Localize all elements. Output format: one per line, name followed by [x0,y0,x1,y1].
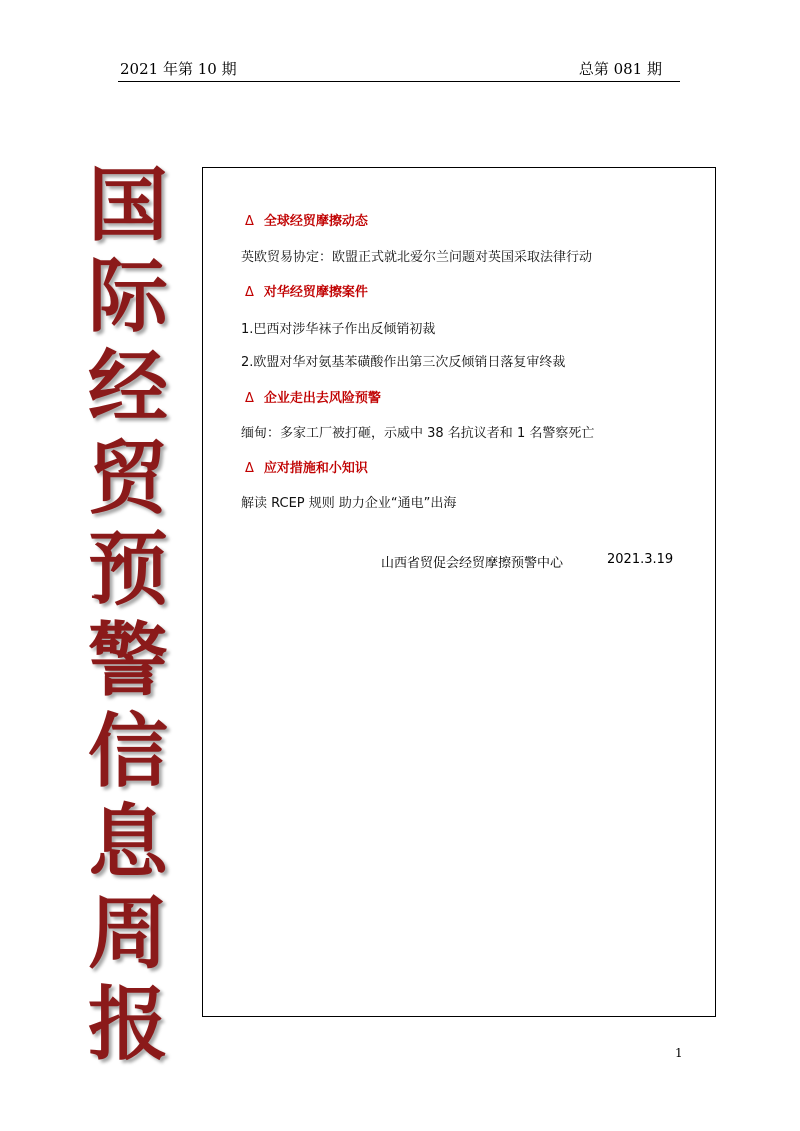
issue-label: 2021 年第 10 期 [120,60,237,78]
triangle-icon: Δ [245,461,254,476]
title-char: 报 [88,978,168,1071]
title-char: 预 [88,523,168,616]
title-char: 息 [88,796,168,889]
title-char: 国 [88,159,168,252]
vertical-title [78,160,178,1070]
section-item[interactable]: 缅甸：多家工厂被打砸，示威中 38 名抗议者和 1 名警察死亡 [241,426,595,441]
title-char: 贸 [88,432,168,525]
section-title-china-cases [245,281,368,300]
section-title-text: 全球经贸摩擦动态 [263,214,368,229]
title-char: 经 [88,341,168,434]
page-number: 1 [675,1046,683,1060]
section-title-countermeasures [245,457,368,476]
section-title-global [245,210,368,229]
triangle-icon: Δ [245,214,254,229]
section-item[interactable]: 1.巴西对涉华袜子作出反倾销初裁 [241,322,436,337]
title-char: 际 [88,250,168,343]
triangle-icon: Δ [245,285,254,300]
triangle-icon: Δ [245,391,254,406]
footer-organization: 山西省贸促会经贸摩擦预警中心 [381,556,564,571]
contents-box [202,167,716,1017]
title-char: 周 [88,887,168,980]
title-char: 警 [88,614,168,707]
footer-date: 2021.3.19 [607,552,674,567]
section-title-text: 对华经贸摩擦案件 [263,285,368,300]
title-char: 信 [88,705,168,798]
section-item[interactable]: 2.欧盟对华对氨基苯磺酸作出第三次反倾销日落复审终裁 [241,355,566,370]
section-title-going-global-risk [245,387,381,406]
total-issue-label: 总第 081 期 [578,60,662,78]
section-title-text: 企业走出去风险预警 [263,391,381,406]
header-divider [118,81,680,82]
section-item[interactable]: 英欧贸易协定：欧盟正式就北爱尔兰问题对英国采取法律行动 [241,250,593,265]
section-item[interactable]: 解读 RCEP 规则 助力企业“通电”出海 [241,496,457,511]
section-title-text: 应对措施和小知识 [263,461,368,476]
